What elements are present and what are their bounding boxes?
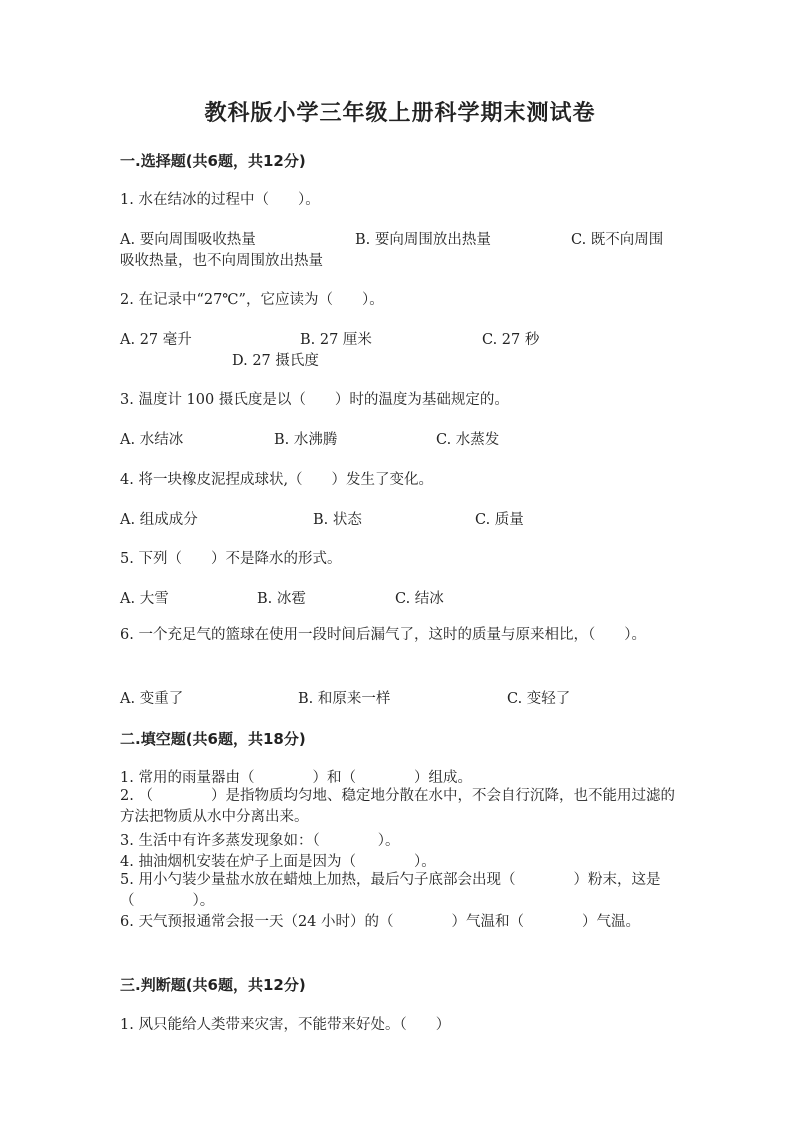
option-a: A. 变重了 bbox=[120, 691, 184, 707]
question-text: 6. 一个充足气的篮球在使用一段时间后漏气了，这时的质量与原来相比，（ ）。 bbox=[120, 627, 646, 643]
option-b: B. 和原来一样 bbox=[298, 691, 391, 707]
fill-question: 6. 天气预报通常会报一天（24 小时）的（ ）气温和（ ）气温。 bbox=[120, 914, 641, 930]
option-b: B. 27 厘米 bbox=[300, 332, 372, 348]
page-title: 教科版小学三年级上册科学期末测试卷 bbox=[204, 101, 596, 126]
question-text: 1. 水在结冰的过程中（ ）。 bbox=[120, 192, 320, 208]
fill-question: 4. 抽油烟机安装在炉子上面是因为（ ）。 bbox=[120, 854, 436, 870]
option-b: B. 水沸腾 bbox=[274, 432, 338, 448]
option-c: C. 27 秒 bbox=[482, 332, 540, 348]
fill-question: 1. 常用的雨量器由（ ）和（ ）组成。 bbox=[120, 770, 472, 786]
option-c: C. 变轻了 bbox=[507, 691, 571, 707]
option-a: A. 27 毫升 bbox=[120, 332, 192, 348]
option-a: A. 要向周围吸收热量 bbox=[120, 232, 256, 248]
option-b: B. 要向周围放出热量 bbox=[355, 232, 491, 248]
question-text: 2. 在记录中“27℃”，它应读为（ ）。 bbox=[120, 292, 384, 308]
question-text: 4. 将一块橡皮泥捏成球状,（ ）发生了变化。 bbox=[120, 472, 434, 488]
option-c: C. 水蒸发 bbox=[436, 432, 500, 448]
question-text: 3. 温度计 100 摄氏度是以（ ）时的温度为基础规定的。 bbox=[120, 392, 509, 408]
option-c: C. 既不向周围 bbox=[571, 232, 664, 248]
fill-question: 5. 用小勺装少量盐水放在蜡烛上加热，最后勺子底部会出现（ ）粉末，这是（ ）。 bbox=[120, 872, 661, 909]
option-a: A. 水结冰 bbox=[120, 432, 184, 448]
option-d: D. 27 摄氏度 bbox=[232, 353, 319, 369]
judge-question: 1. 风只能给人类带来灾害，不能带来好处。（ ） bbox=[120, 1017, 451, 1033]
option-a: A. 大雪 bbox=[120, 591, 169, 607]
question-text: 5. 下列（ ）不是降水的形式。 bbox=[120, 551, 342, 567]
option-b: B. 状态 bbox=[313, 512, 362, 528]
fill-question: 3. 生活中有许多蒸发现象如：（ ）。 bbox=[120, 833, 400, 849]
section-heading-choice: 一.选择题(共6题，共12分) bbox=[120, 152, 306, 170]
option-a: A. 组成成分 bbox=[120, 512, 198, 528]
fill-question: 2. （ ）是指物质均匀地、稳定地分散在水中，不会自行沉降，也不能用过滤的方法把物质从水中分离出来。 bbox=[120, 788, 675, 825]
option-c-continued: 吸收热量，也不向周围放出热量 bbox=[120, 253, 323, 269]
section-heading-judge: 三.判断题(共6题，共12分) bbox=[120, 976, 306, 994]
option-b: B. 冰雹 bbox=[257, 591, 306, 607]
option-c: C. 质量 bbox=[475, 512, 524, 528]
option-c: C. 结冰 bbox=[395, 591, 444, 607]
section-heading-fill: 二.填空题(共6题，共18分) bbox=[120, 730, 306, 748]
